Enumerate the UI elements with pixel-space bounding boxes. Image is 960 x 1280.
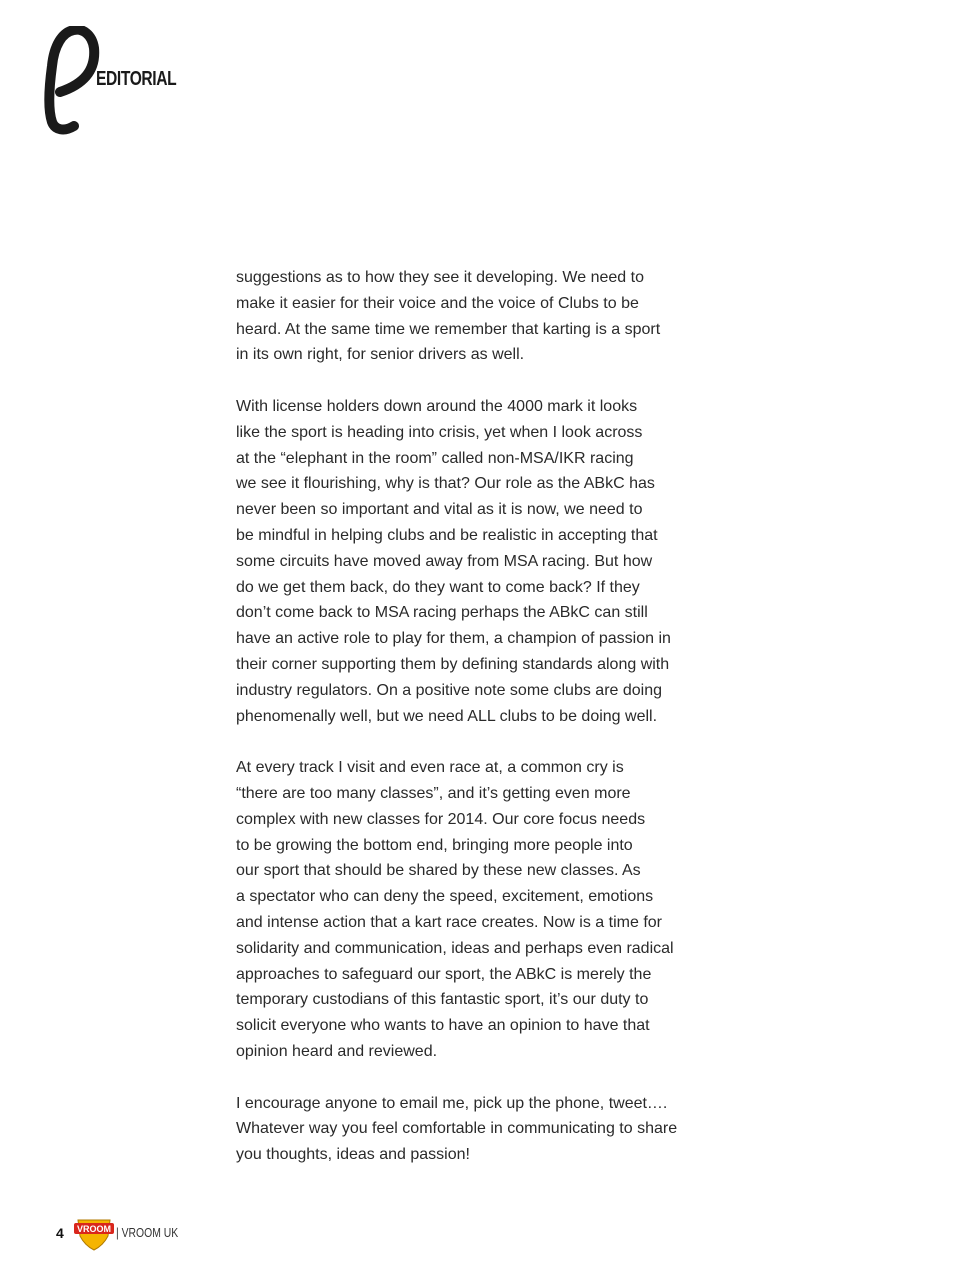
section-title: EDITORIAL — [96, 68, 177, 90]
page-footer — [56, 1216, 256, 1252]
section-header — [44, 26, 184, 136]
logo-text: VROOM — [76, 1224, 112, 1234]
publication-name: | VROOM UK — [116, 1225, 179, 1240]
page-number: 4 — [56, 1225, 64, 1241]
paragraph: At every track I visit and even race at, a common cry is “there are too many classes”, and it’s getting even more complex with new classes for 2014. Our core focus needs to be growing the bottom end, bringing more people into our sport that should be shared by these new classes. As a spectator who can deny the speed, excitement, emotions and intense action that a kart race creates. Now is a time for solidarity and communication, ideas and perhaps even radical approaches to safeguard our sport, the ABkC is merely the temporary custodians of this fantastic sport, it’s our duty to solicit everyone who wants to have an opinion to have that opinion heard and reviewed. — [236, 759, 674, 1060]
paragraph: I encourage anyone to email me, pick up the phone, tweet…. Whatever way you feel comfortable in communicating to share you thoughts, ideas and passion! — [236, 1094, 678, 1164]
paragraph: With license holders down around the 4000 mark it looks like the sport is heading into crisis, yet when I look across at the “elephant in the room” called non-MSA/IKR racing we see it flourishing, why is that? Our role as the ABkC has never been so important and vital as it is now, we need to be mindful in helping clubs and be realistic in accepting that some circuits have moved away from MSA racing. But how do we get them back, do they want to come back? If they don’t come back to MSA racing perhaps the ABkC can still have an active role to play for them, a champion of passion in their corner supporting them by defining standards along with industry regulators. On a positive note some clubs are doing phenomenally well, but we need ALL clubs to be doing well. — [236, 397, 671, 725]
paragraph: suggestions as to how they see it developing. We need to make it easier for their voice and the voice of Clubs to be heard. At the same time we remember that karting is a sport in its own right, for senior drivers as well. — [236, 269, 661, 364]
vroom-logo-icon — [72, 1216, 116, 1252]
article-body — [236, 265, 716, 1194]
editorial-letter-e-icon — [44, 26, 104, 136]
